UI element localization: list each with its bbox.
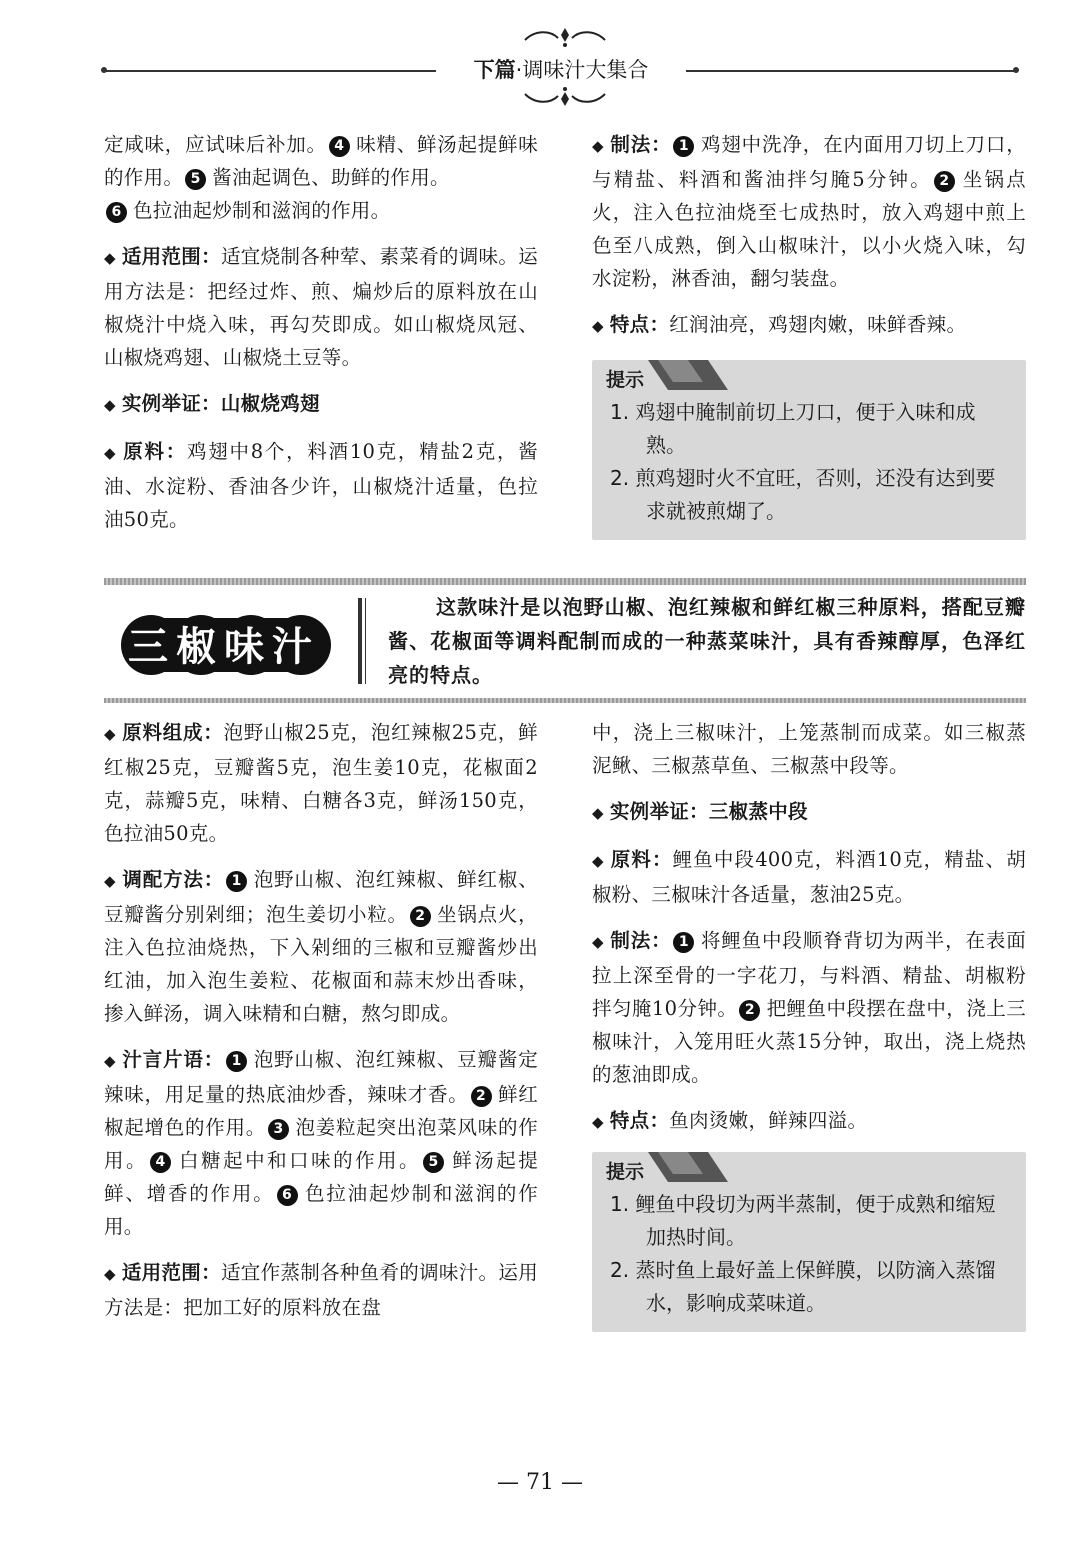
paragraph-feature: ◆ 特点：鱼肉烫嫩，鲜辣四溢。 <box>592 1109 868 1132</box>
circled-number: 2 <box>934 171 955 192</box>
circled-number: 5 <box>423 1152 444 1173</box>
circled-number: 1 <box>673 932 694 953</box>
diamond-bullet-icon: ◆ <box>104 249 116 267</box>
paragraph-ingredients: ◆ 原料：鲤鱼中段400克，料酒10克，精盐、胡椒粉、三椒味汁各适量，葱油25克。 <box>592 848 1027 906</box>
diamond-bullet-icon: ◆ <box>104 725 117 743</box>
running-header: 下篇·调味汁大集合 <box>473 58 649 82</box>
circled-number: 2 <box>471 1086 492 1107</box>
circled-number: 1 <box>226 871 247 892</box>
paragraph-notes: ◆ 汁言片语： 1 泡野山椒、泡红辣椒、豆瓣酱定辣味，用足量的热底油炒香，辣味才香。 2 鲜红椒起增色的作用。 3 泡姜粒起突出泡菜风味的作用。 4 白糖起中和口味的作用。 5 鲜汤起提鲜、增香的作用。 6 色拉油起炒制和滋润的作用。 <box>104 1048 538 1238</box>
paragraph-feature: ◆ 特点：红润油亮，鸡翅肉嫩，味鲜香辣。 <box>592 313 967 336</box>
diamond-bullet-icon: ◆ <box>592 804 604 822</box>
circled-number: 1 <box>226 1051 247 1072</box>
circled-number: 2 <box>739 1000 760 1021</box>
section-band-bottom <box>104 698 1026 703</box>
diamond-bullet-icon: ◆ <box>592 317 604 335</box>
diamond-bullet-icon: ◆ <box>592 933 605 951</box>
section-title <box>104 600 344 690</box>
section-divider-thin <box>365 598 366 684</box>
diamond-bullet-icon: ◆ <box>104 1265 116 1283</box>
paragraph-usage-cont: 中，浇上三椒味汁，上笼蒸制而成菜。如三椒蒸泥鳅、三椒蒸草鱼、三椒蒸中段等。 <box>592 721 1026 777</box>
paragraph-composition: ◆ 原料组成：泡野山椒25克，泡红辣椒25克，鲜红椒25克，豆瓣酱5克，泡生姜10克，花椒面2克，蒜瓣5克，味精、白糖各3克，鲜汤150克，色拉油50克。 <box>104 721 538 845</box>
diamond-bullet-icon: ◆ <box>592 852 605 870</box>
paragraph-method: ◆ 调配方法： 1 泡野山椒、泡红辣椒、鲜红椒、豆瓣酱分别剁细；泡生姜切小粒。 2 坐锅点火，注入色拉油烧热，下入剁细的三椒和豆瓣酱炒出红油，加入泡生姜粒、花椒面和蒜末炒出香味，掺入鲜汤，调入味精和白糖，熬匀即成。 <box>104 868 538 1025</box>
section-intro: 这款味汁是以泡野山椒、泡红辣椒和鲜红椒三种原料，搭配豆瓣酱、花椒面等调料配制而成的一种蒸菜味汁，具有香辣醇厚，色泽红亮的特点。 <box>388 595 1026 687</box>
paragraph-method: ◆ 制法： 1 鸡翅中洗净，在内面用刀切上刀口，与精盐、料酒和酱油拌匀腌5分钟。 2 坐锅点火，注入色拉油烧至七成热时，放入鸡翅中煎上色至八成熟，倒入山椒味汁，以小火烧入味，勾水淀粉，淋香油，翻匀装盘。 <box>592 133 1026 290</box>
circled-number: 2 <box>410 906 431 927</box>
circled-number: 5 <box>185 169 206 190</box>
paragraph-notes-cont: 定咸味，应试味后补加。 4 味精、鲜汤起提鲜味的作用。 5 酱油起调色、助鲜的作用。 6 色拉油起炒制和滋润的作用。 <box>104 133 538 222</box>
top-right-column <box>592 128 1026 356</box>
tip-list <box>592 1188 1026 1320</box>
diamond-bullet-icon: ◆ <box>592 137 605 155</box>
diamond-bullet-icon: ◆ <box>104 872 117 890</box>
bottom-left-column <box>104 716 538 1337</box>
tip-box-bottom <box>592 1152 1026 1332</box>
circled-number: 6 <box>277 1185 298 1206</box>
section-band-top <box>104 578 1026 585</box>
header-rule-right <box>686 70 1016 72</box>
circled-number: 3 <box>268 1119 289 1140</box>
paragraph-example: ◆ 实例举证：三椒蒸中段 <box>592 800 808 823</box>
header-ornament-top <box>520 26 610 48</box>
list-item: 1. 鸡翅中腌制前切上刀口，便于入味和成熟。 <box>610 400 976 457</box>
tip-stripes-icon <box>648 1152 728 1182</box>
page-number: — 71 — <box>497 1470 583 1495</box>
tip-label: 提示 <box>606 369 645 391</box>
header-rule-left <box>104 70 436 72</box>
circled-number: 4 <box>150 1152 171 1173</box>
tip-label: 提示 <box>606 1161 645 1183</box>
diamond-bullet-icon: ◆ <box>104 444 118 462</box>
paragraph-example: ◆ 实例举证：山椒烧鸡翅 <box>104 392 320 415</box>
list-item: 2. 蒸时鱼上最好盖上保鲜膜，以防滴入蒸馏水，影响成菜味道。 <box>610 1258 996 1315</box>
circled-number: 6 <box>106 202 127 223</box>
diamond-bullet-icon: ◆ <box>592 1113 604 1131</box>
header-ornament-bottom <box>520 86 610 108</box>
paragraph-ingredients: ◆ 原料：鸡翅中8个，料酒10克，精盐2克，酱油、水淀粉、香油各少许，山椒烧汁适量，色拉油50克。 <box>104 440 539 531</box>
diamond-bullet-icon: ◆ <box>104 1052 117 1070</box>
list-item: 1. 鲤鱼中段切为两半蒸制，便于成熟和缩短加热时间。 <box>610 1192 996 1249</box>
section-divider <box>358 598 362 684</box>
list-item: 2. 煎鸡翅时火不宜旺，否则，还没有达到要求就被煎煳了。 <box>610 466 996 523</box>
tip-box-top <box>592 360 1026 540</box>
top-left-column <box>104 128 538 549</box>
svg-text:三椒味汁: 三椒味汁 <box>128 624 320 670</box>
paragraph-usage: ◆ 适用范围：适宜烧制各种荤、素菜肴的调味。运用方法是：把经过炸、煎、煸炒后的原料放在山椒烧汁中烧入味，再勾芡即成。如山椒烧凤冠、山椒烧鸡翅、山椒烧土豆等。 <box>104 245 538 369</box>
tip-list <box>592 396 1026 528</box>
circled-number: 1 <box>673 136 694 157</box>
paragraph-method: ◆ 制法： 1 将鲤鱼中段顺脊背切为两半，在表面拉上深至骨的一字花刀，与料酒、精盐、胡椒粉拌匀腌10分钟。 2 把鲤鱼中段摆在盘中，浇上三椒味汁，入笼用旺火蒸15分钟，取出，浇上烧热的葱油即成。 <box>592 929 1027 1086</box>
paragraph-usage: ◆ 适用范围：适宜作蒸制各种鱼肴的调味汁。运用方法是：把加工好的原料放在盘 <box>104 1261 538 1319</box>
tip-stripes-icon <box>648 360 728 390</box>
circled-number: 4 <box>329 136 350 157</box>
diamond-bullet-icon: ◆ <box>104 396 116 414</box>
bottom-right-column <box>592 716 1026 1152</box>
